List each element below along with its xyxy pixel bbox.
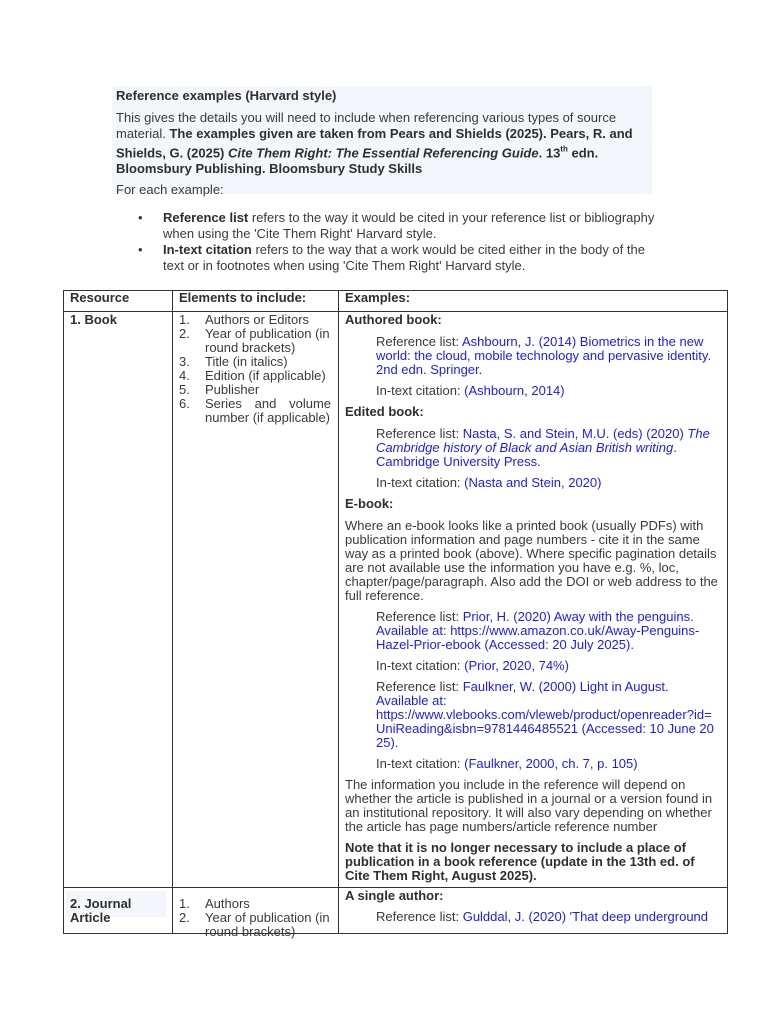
resource-book: 1. Book bbox=[70, 312, 117, 327]
header-resource: Resource bbox=[70, 290, 130, 305]
page-title: Reference examples (Harvard style) bbox=[116, 88, 337, 103]
examples-book bbox=[345, 313, 720, 883]
ebook-description: Where an e-book looks like a printed book (usually PDFs) with publication information and page numbers - cite it in the same way as a printed book (above). Where specific pagination details are not available use the information you have e.g. %, loc, chapter/page/paragraph. Also add the DOI or web address to the full reference. bbox=[345, 518, 718, 603]
authored-book-heading: Authored book: bbox=[345, 312, 442, 327]
intro-paragraph: This gives the details you will need to include when referencing various types of source material. The examples given are taken from Pears and Shields (2025). Pears, R. and Shields, G. (2025) Cite Them Right: The Essential Referencing Guide. 13th edn. Bloomsbury Publishing. Bloomsbury Study Skills bbox=[116, 110, 633, 177]
intro-section bbox=[116, 88, 656, 198]
for-each-label: For each example: bbox=[116, 182, 224, 198]
definition-list bbox=[138, 210, 658, 274]
column-divider bbox=[172, 291, 173, 933]
authored-reference: Reference list: Ashbourn, J. (2014) Biometrics in the new world: the cloud, mobile technology and pervasive identity. 2nd edn. Springer. bbox=[376, 334, 712, 377]
bullet-icon: • bbox=[138, 210, 143, 225]
list-item: 2. Year of publication (in round brackets) bbox=[179, 326, 330, 355]
header-elements: Elements to include: bbox=[179, 290, 307, 305]
edited-citation: In-text citation: (Nasta and Stein, 2020) bbox=[376, 475, 602, 490]
bullet-in-text-citation: • In-text citation refers to the way that a work would be cited either in the body of the text or in footnotes when using 'Cite Them Right' Harvard style. bbox=[138, 242, 645, 273]
reference-table bbox=[63, 290, 728, 939]
bullet-icon: • bbox=[138, 242, 143, 257]
bullet-reference-list: • Reference list refers to the way it would be cited in your reference list or bibliography when using the 'Cite Them Right' Harvard style. bbox=[138, 210, 655, 241]
header-examples: Examples: bbox=[345, 290, 411, 305]
edited-reference: Reference list: Nasta, S. and Stein, M.U. (eds) (2020) The Cambridge history of Black and Asian British writing. Cambridge University Press. bbox=[376, 426, 710, 469]
list-item: 2. Year of publication (in round brackets) bbox=[179, 910, 330, 939]
ebook-citation-2: In-text citation: (Faulkner, 2000, ch. 7, p. 105) bbox=[376, 756, 638, 771]
info-paragraph: The information you include in the reference will depend on whether the article is published in a journal or a version found in an institutional repository. It will also vary depending on whether the article has page numbers/article reference number bbox=[345, 777, 713, 834]
edited-book-heading: Edited book: bbox=[345, 404, 424, 419]
column-divider bbox=[338, 291, 339, 933]
ebook-heading: E-book: bbox=[345, 496, 394, 511]
resource-journal: 2. Journal Article bbox=[70, 896, 132, 925]
elements-book bbox=[179, 313, 331, 425]
list-item: 1. Authors or Editors bbox=[179, 312, 310, 327]
list-item: 4. Edition (if applicable) bbox=[179, 368, 326, 383]
authored-citation: In-text citation: (Ashbourn, 2014) bbox=[376, 383, 565, 398]
ebook-reference-1: Reference list: Prior, H. (2020) Away with the penguins. Available at: https://www.amazon.co.uk/Away-Penguins-Hazel-Prior-ebook (Accessed: 20 July 2025). bbox=[376, 609, 700, 652]
elements-journal bbox=[179, 897, 331, 939]
list-item: 1. Authors bbox=[179, 896, 250, 911]
single-author-reference: Reference list: Gulddal, J. (2020) 'That deep underground bbox=[376, 909, 709, 924]
place-of-publication-note: Note that it is no longer necessary to include a place of publication in a book reference (update in the 13th ed. of Cite Them Right, August 2025). bbox=[345, 840, 695, 883]
examples-journal bbox=[345, 889, 720, 931]
list-item: 5. Publisher bbox=[179, 382, 260, 397]
single-author-heading: A single author: bbox=[345, 888, 444, 903]
list-item: 3. Title (in italics) bbox=[179, 354, 288, 369]
ebook-reference-2: Reference list: Faulkner, W. (2000) Light in August. Available at: https://www.vlebooks.com/vleweb/product/openreader?id=UniReading&isbn=9781446485521 (Accessed: 10 June 2025). bbox=[376, 679, 714, 750]
ebook-citation-1: In-text citation: (Prior, 2020, 74%) bbox=[376, 658, 569, 673]
list-item: 6. Series and volume number (if applicable) bbox=[179, 396, 331, 425]
